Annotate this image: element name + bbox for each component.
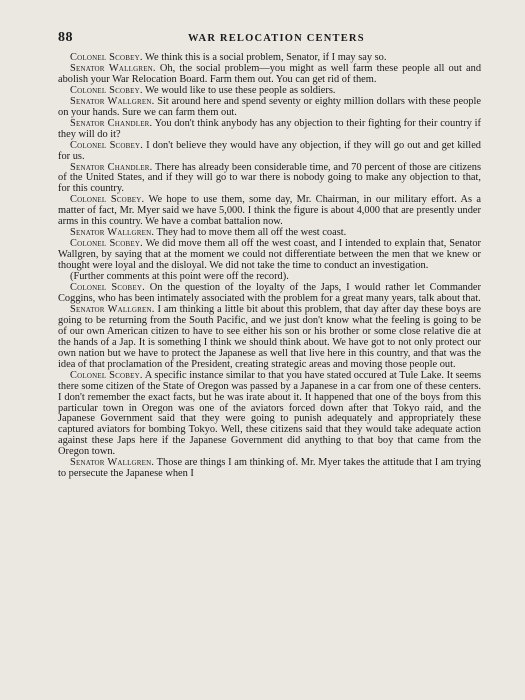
speaker-name: Senator Chandler. [70,117,153,129]
transcript-paragraph [58,97,481,119]
speaker-name: Senator Chandler. [70,161,153,173]
transcript-paragraph [58,458,481,480]
paragraph-text: We think this is a social problem, Senator, if I may say so. [142,52,387,63]
transcript-paragraph [58,163,481,196]
paragraph-text: A specific instance similar to that you have stated occured at Tule Lake. It seems there some citizen of the State of Oregon was passed by a Japanese in a car from one of these centers. I don't remember the exact facts, but he was irate about it. It happened that one of the boys from this particular town in Oregon was one of the aviators forced down after that Tokyo raid, and the Japanese Government said that they were going to punish adequately and appropriately these captured aviators for bombing Tokyo. Well, these citizens said that they would take adequate action against these Japs here if the Japanese Government did anything to that boy that came from the Oregon town. [58,369,481,458]
paragraph-text: They had to move them all off the west coast. [154,227,347,239]
transcript-paragraph [58,305,481,371]
page-header [58,30,481,48]
transcript-paragraph [58,371,481,459]
paragraph-text: I don't believe they would have any objection, if they will go out and get killed for us. [58,139,482,162]
running-head: WAR RELOCATION CENTERS [188,33,365,44]
transcript-paragraph [58,119,481,141]
paragraph-text: We hope to use them, some day, Mr. Chairman, in our military effort. As a matter of fact, Mr. Myer said we have 5,000. I think the figure is about 4,000 that are presently under arms in this country. We have a combat battalion now. [58,194,482,228]
paragraph-text: Those are things I am thinking of. Mr. Myer takes the attitude that I am trying to persecute the Japanese when I [58,457,482,480]
paragraph-text: I am thinking a little bit about this problem, that day after day these boys are going to be returning from the South Pacific, and we just don't know what the feeling is going to be of our own American citizen to have to see either his son or his brother or some close relative die at the hands of a Jap. It is something I think we should think about. We have got to not only protect our own nation but we have to protect the Japanese as well that live here in this country, and that was the idea of that proclamation of the President, creating strategic areas and moving those people out. [58,303,481,370]
speaker-name: Colonel Scobey. [70,369,143,381]
transcript-paragraph [58,64,481,86]
page-number: 88 [58,30,73,45]
transcript-paragraph [58,239,481,272]
speaker-name: Senator Wallgren. [70,303,155,315]
paragraph-text: We would like to use these people as soldiers. [142,84,336,96]
speaker-name: Senator Wallgren. [70,227,155,239]
transcript-paragraph [58,283,481,305]
speaker-name: Colonel Scobey. [70,238,143,250]
paragraph-text: (Further comments at this point were off the record). [70,271,289,283]
speaker-name: Senator Wallgren. [70,62,156,74]
speaker-name: Colonel Scobey. [70,139,144,151]
speaker-name: Colonel Scobey. [70,194,145,206]
speaker-name: Colonel Scobey. [70,282,145,294]
speaker-name: Colonel Scobey. [70,52,143,63]
paragraph-text: On the question of the loyalty of the Japs, I would rather let Commander Coggins, who has been intimately associated with the problem for a great many years, talk about that. [58,282,481,304]
paragraph-text: Sit around here and spend seventy or eighty million dollars with these people on your hands. Sure we can farm them out. [58,95,481,118]
paragraph-text: Oh, the social problem—you might as well farm these people all out and abolish your War Relocation Board. Farm them out. You can get rid of them. [58,62,482,85]
speaker-name: Senator Wallgren. [70,95,155,107]
transcript-paragraph [58,195,481,228]
speaker-name: Colonel Scobey. [70,84,143,96]
paragraph-text: There has already been considerable time, and 70 percent of those are citizens of the United States, and if they will go to war there is nobody going to make any objection to that, for this country. [58,161,481,195]
paragraph-text: You don't think anybody has any objection to their fighting for their country if they will do it? [58,117,481,140]
transcript-paragraph [58,141,481,163]
hearing-transcript [58,53,481,480]
speaker-name: Senator Wallgren. [70,457,155,469]
paragraph-text: We did move them all off the west coast, and I intended to explain that, Senator Wallgren, by saying that at the moment we could not differentiate between the men that we knew or thought were loyal and the disloyal. We did not take the time to conduct an investigation. [58,238,481,272]
